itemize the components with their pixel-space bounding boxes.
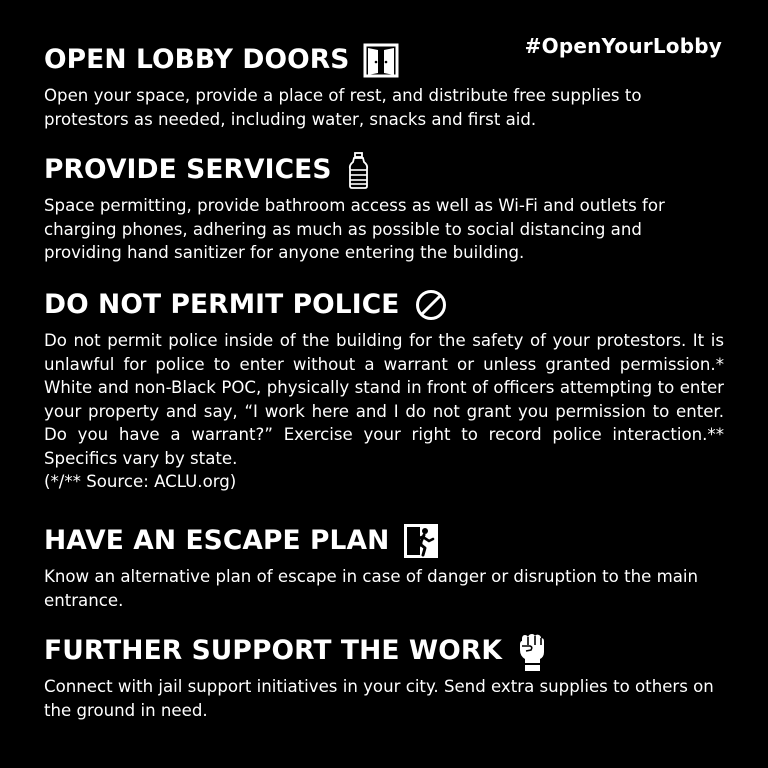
section-heading-row xyxy=(44,152,724,188)
source-note: (*/** Source: ACLU.org) xyxy=(44,472,237,491)
prohibited-icon xyxy=(413,287,449,323)
section-body-text: Do not permit police inside of the building for the safety of your protestors. It is unlawful for police to enter without a warrant or unless granted permission.* White and non-Black POC, physically stand in front of officers attempting to enter your property and say, “I work here and I do not grant you permission to enter. Do you have a warrant?” Exercise your right to record police interaction.** Specifics vary by state. xyxy=(44,331,724,468)
section-do-not-permit-police xyxy=(44,287,724,494)
section-heading: HAVE AN ESCAPE PLAN xyxy=(44,525,390,556)
section-heading-row xyxy=(44,287,724,323)
section-body: Connect with jail support initiatives in your city. Send extra supplies to others on the ground in need. xyxy=(44,677,714,720)
section-heading-row xyxy=(44,523,724,559)
section-heading: OPEN LOBBY DOORS xyxy=(44,44,350,75)
section-open-lobby-doors xyxy=(44,42,724,131)
raised-fist-icon xyxy=(516,633,548,669)
hashtag: #OpenYourLobby xyxy=(524,34,722,58)
section-further-support-the-work xyxy=(44,633,724,722)
section-heading-row xyxy=(44,42,724,78)
section-body: Open your space, provide a place of rest, and distribute free supplies to protestors as needed, including water, snacks and first aid. xyxy=(44,86,642,129)
water-bottle-icon xyxy=(346,152,370,188)
section-heading: FURTHER SUPPORT THE WORK xyxy=(44,635,502,666)
section-heading: PROVIDE SERVICES xyxy=(44,154,332,185)
section-provide-services xyxy=(44,152,724,265)
emergency-exit-icon xyxy=(403,523,439,559)
section-have-an-escape-plan xyxy=(44,523,724,612)
section-heading-row xyxy=(44,633,724,669)
section-body: Know an alternative plan of escape in case of danger or disruption to the main entrance. xyxy=(44,567,699,610)
section-heading: DO NOT PERMIT POLICE xyxy=(44,289,400,320)
section-body: Space permitting, provide bathroom access as well as Wi-Fi and outlets for charging phones, adhering as much as possible to social distancing and providing hand sanitizer for anyone entering the building. xyxy=(44,196,665,262)
open-doors-icon xyxy=(363,42,399,78)
section-body xyxy=(44,329,724,494)
